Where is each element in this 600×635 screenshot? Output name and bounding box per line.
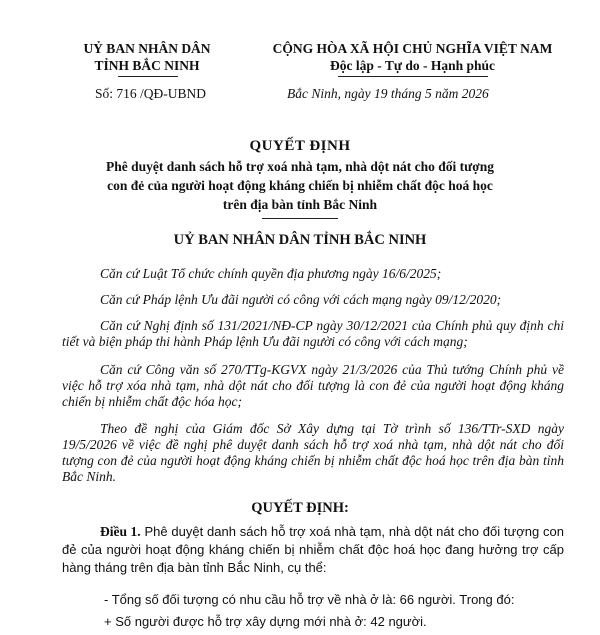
- nation-line-2: Độc lập - Tự do - Hạnh phúc: [329, 58, 496, 73]
- legal-basis-3: Căn cứ Nghị định số 131/2021/NĐ-CP ngày 30/12/2021 của Chính phủ quy định chi tiết và biện pháp thi hành Pháp lệnh Ưu đãi người có công với cách mạng;: [62, 318, 564, 349]
- motto-underline: [338, 76, 488, 77]
- legal-basis-5: Theo đề nghị của Giám đốc Sở Xây dựng tại Tờ trình số 136/TTr-SXD ngày 19/5/2026 về việc đề nghị phê duyệt danh sách hỗ trợ xoá nhà tạm, nhà dột nát cho đối tượng con đẻ của người hoạt động kháng chiến bị nhiễm chất độc hoá học trên địa bàn tỉnh Bắc Ninh.: [62, 421, 564, 484]
- subject-underline: [262, 218, 338, 219]
- subject-line: trên địa bàn tỉnh Bắc Ninh: [222, 197, 378, 212]
- national-motto: [240, 40, 585, 74]
- legal-basis-1: Căn cứ Luật Tổ chức chính quyền địa phương ngày 16/6/2025;: [100, 266, 442, 281]
- agency-line-2: TỈNH BẮC NINH: [94, 58, 200, 73]
- article-1-item: + Số người được hỗ trợ xây dựng mới nhà ở: 42 người.: [104, 614, 427, 629]
- article-1: [62, 523, 564, 577]
- legal-basis-4: Căn cứ Công văn số 270/TTg-KGVX ngày 21/3/2026 của Thủ tướng Chính phủ về việc hỗ trợ xóa nhà tạm, nhà dột nát cho đối tượng là con đẻ của người hoạt động kháng chiến bị nhiễm chất độc hóa học;: [62, 362, 564, 409]
- agency-line-1: UỶ BAN NHÂN DÂN: [83, 41, 211, 56]
- document-number: Số: 716 /QĐ-UBND: [95, 86, 207, 101]
- agency-underline: [118, 76, 178, 77]
- article-1-text: Phê duyệt danh sách hỗ trợ xoá nhà tạm, nhà dột nát cho đối tượng con đẻ của người hoạt động kháng chiến bị nhiễm chất độc hoá học đang hưởng trợ cấp hàng tháng trên địa bàn tỉnh Bắc Ninh, cụ thể:: [62, 524, 564, 575]
- legal-basis-2: Căn cứ Pháp lệnh Ưu đãi người có công với cách mạng ngày 09/12/2020;: [100, 292, 502, 307]
- subject-line: Phê duyệt danh sách hỗ trợ xoá nhà tạm, nhà dột nát cho đối tượng: [106, 159, 494, 174]
- decision-heading: QUYẾT ĐỊNH:: [251, 500, 349, 516]
- article-1-item: - Tổng số đối tượng có nhu cầu hỗ trợ về nhà ở là: 66 người. Trong đó:: [104, 592, 515, 607]
- document-subject: [80, 157, 520, 214]
- issuing-authority: UỶ BAN NHÂN DÂN TỈNH BẮC NINH: [173, 232, 427, 248]
- subject-line: con đẻ của người hoạt động kháng chiến bị nhiễm chất độc hoá học: [107, 178, 493, 193]
- article-1-label: Điều 1.: [100, 524, 141, 539]
- issuing-agency: [62, 40, 232, 74]
- document-title: QUYẾT ĐỊNH: [249, 138, 351, 154]
- place-date: Bắc Ninh, ngày 19 tháng 5 năm 2026: [287, 86, 489, 101]
- nation-line-1: CỘNG HÒA XÃ HỘI CHỦ NGHĨA VIỆT NAM: [272, 41, 553, 56]
